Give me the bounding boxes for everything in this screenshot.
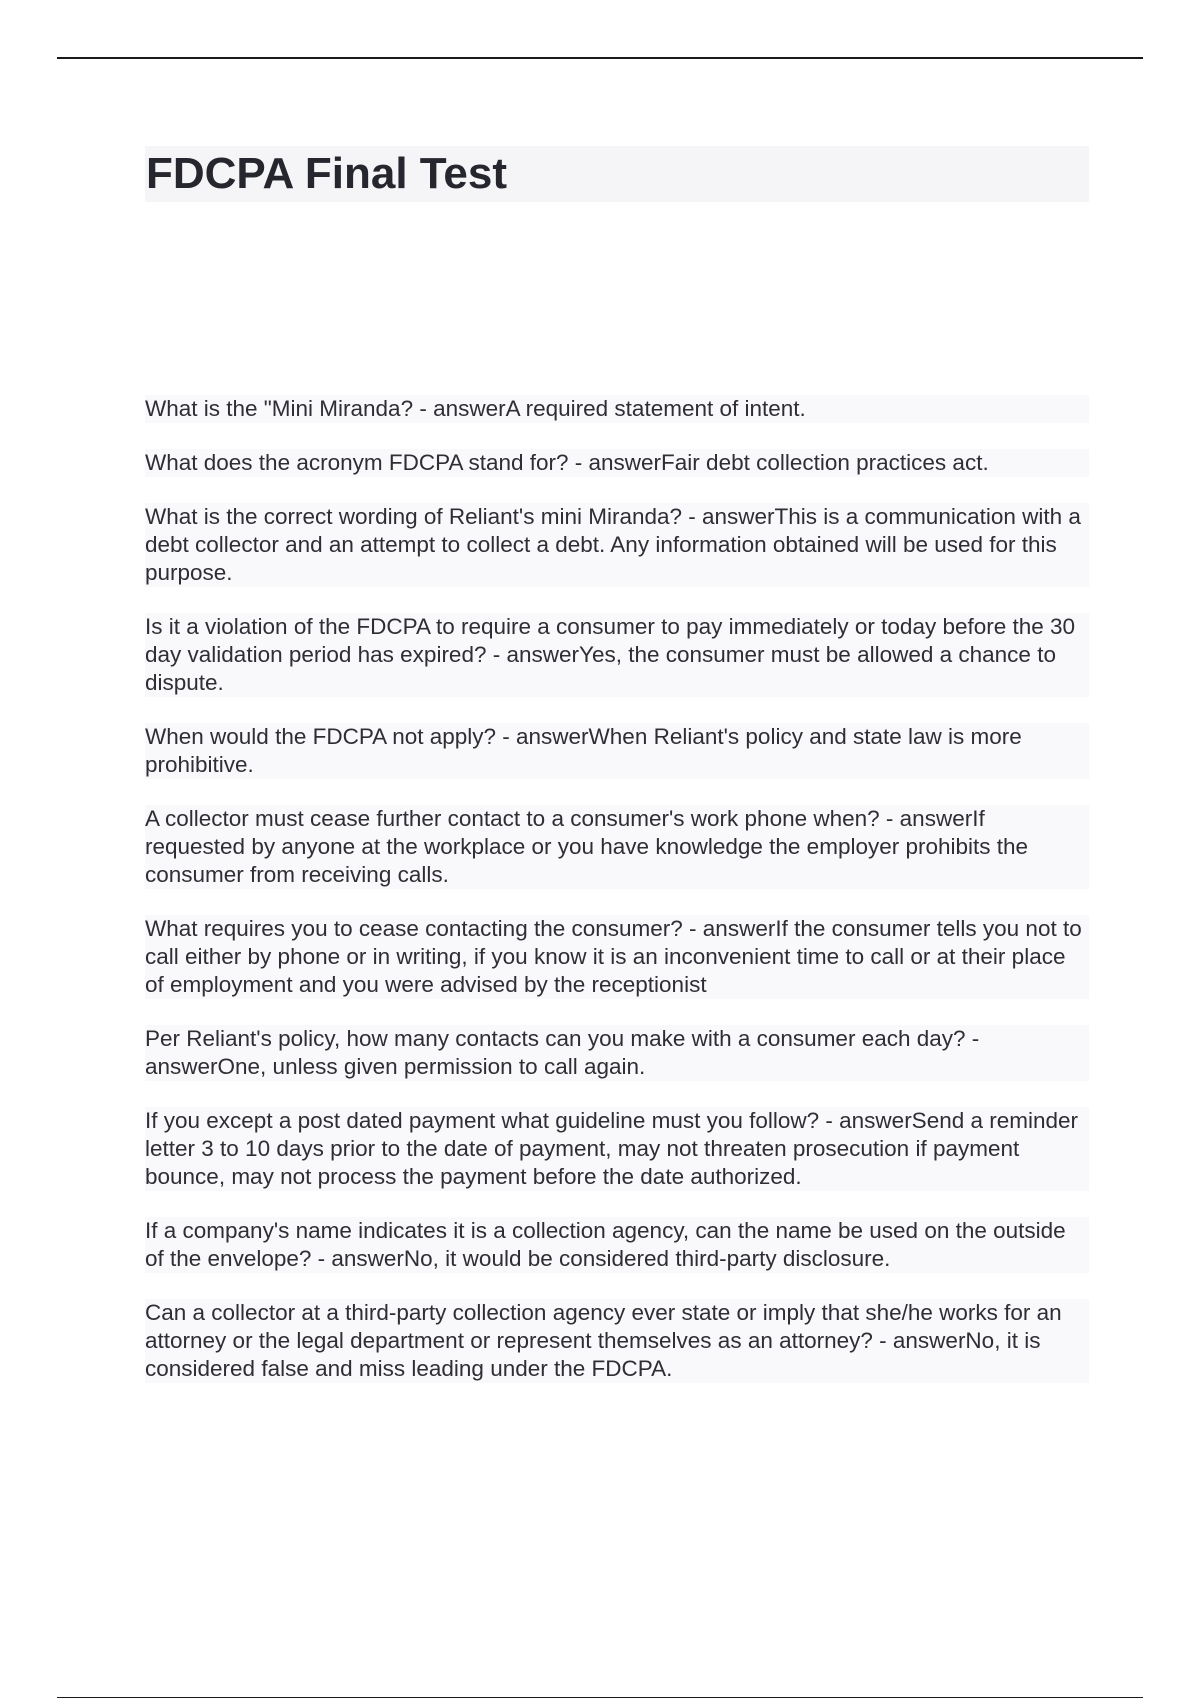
qa-item-mini-miranda-wording: What is the correct wording of Reliant's mini Miranda? - answerThis is a communication with a debt collector and an attempt to collect a debt. Any information obtained will be used for this purpose. [145, 503, 1089, 587]
qa-item-fdcpa-not-apply: When would the FDCPA not apply? - answerWhen Reliant's policy and state law is more prohibitive. [145, 723, 1089, 779]
qa-item-attorney: Can a collector at a third-party collection agency ever state or imply that she/he works for an attorney or the legal department or represent themselves as an attorney? - answerNo, it is considered false and miss leading under the FDCPA. [145, 1299, 1089, 1383]
qa-item-post-dated-payment: If you except a post dated payment what guideline must you follow? - answerSend a reminder letter 3 to 10 days prior to the date of payment, may not threaten prosecution if payment bounce, may not process the payment before the date authorized. [145, 1107, 1089, 1191]
qa-item-cease-contact: What requires you to cease contacting the consumer? - answerIf the consumer tells you not to call either by phone or in writing, if you know it is an inconvenient time to call or at their place of employment and you were advised by the receptionist [145, 915, 1089, 999]
qa-item-acronym: What does the acronym FDCPA stand for? - answerFair debt collection practices act. [145, 449, 1089, 477]
qa-item-validation-period: Is it a violation of the FDCPA to require a consumer to pay immediately or today before the 30 day validation period has expired? - answerYes, the consumer must be allowed a chance to dispute. [145, 613, 1089, 697]
qa-item-mini-miranda: What is the "Mini Miranda? - answerA required statement of intent. [145, 395, 1089, 423]
qa-item-envelope-name: If a company's name indicates it is a collection agency, can the name be used on the outside of the envelope? - answerNo, it would be considered third-party disclosure. [145, 1217, 1089, 1273]
document-title: FDCPA Final Test [146, 149, 507, 198]
qa-list [145, 395, 1089, 1409]
qa-item-work-phone: A collector must cease further contact to a consumer's work phone when? - answerIf requested by anyone at the workplace or you have knowledge the employer prohibits the consumer from receiving calls. [145, 805, 1089, 889]
title-block [145, 146, 1089, 202]
top-rule [57, 57, 1143, 59]
bottom-rule [57, 1697, 1143, 1698]
qa-item-contacts-per-day: Per Reliant's policy, how many contacts can you make with a consumer each day? - answerOne, unless given permission to call again. [145, 1025, 1089, 1081]
